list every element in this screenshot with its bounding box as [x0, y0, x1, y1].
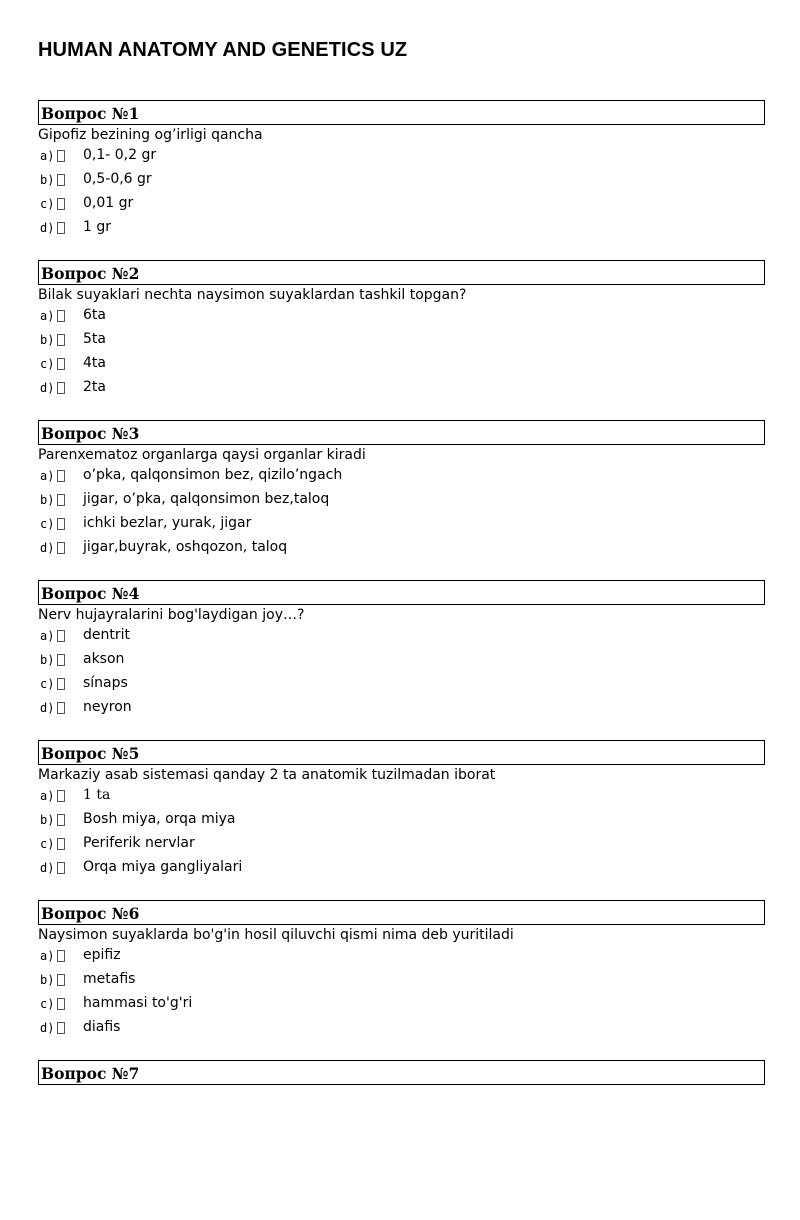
answer-option[interactable] — [38, 857, 765, 881]
answer-option[interactable] — [38, 217, 765, 241]
question-block — [38, 1060, 765, 1220]
checkbox-icon[interactable] — [57, 654, 65, 666]
question-header: Вопрос №7 — [38, 1060, 765, 1085]
question-text: Naysimon suyaklarda bo'g'in hosil qiluvchi qismi nima deb yuritiladi — [38, 927, 514, 943]
answer-text: Periferik nervlar — [83, 835, 195, 851]
answer-text: sínaps — [83, 675, 128, 691]
answer-letter: a) — [40, 149, 55, 163]
checkbox-icon[interactable] — [57, 630, 65, 642]
answer-option[interactable] — [38, 489, 765, 513]
answer-letter: c) — [40, 357, 55, 371]
checkbox-icon[interactable] — [57, 950, 65, 962]
checkbox-icon[interactable] — [57, 494, 65, 506]
question-block — [38, 740, 765, 900]
answer-text: akson — [83, 651, 125, 667]
answer-option[interactable] — [38, 697, 765, 721]
answer-option[interactable] — [38, 649, 765, 673]
answer-text: 2ta — [83, 379, 106, 395]
question-block — [38, 900, 765, 1060]
answer-option[interactable] — [38, 993, 765, 1017]
answer-option[interactable] — [38, 305, 765, 329]
answer-letter: b) — [40, 653, 55, 667]
answer-option[interactable] — [38, 465, 765, 489]
answer-text: ichki bezlar, yurak, jigar — [83, 515, 252, 531]
answer-option[interactable] — [38, 673, 765, 697]
answer-option[interactable] — [38, 1017, 765, 1041]
checkbox-icon[interactable] — [57, 1022, 65, 1034]
answer-letter: a) — [40, 309, 55, 323]
answer-letter: c) — [40, 997, 55, 1011]
answer-text: metafis — [83, 971, 136, 987]
question-text: Markaziy asab sistemasi qanday 2 ta anatomik tuzilmadan iborat — [38, 767, 496, 783]
answer-text: 1 gr — [83, 219, 111, 235]
answer-letter: b) — [40, 813, 55, 827]
question-header: Вопрос №4 — [38, 580, 765, 605]
checkbox-icon[interactable] — [57, 198, 65, 210]
answer-letter: d) — [40, 541, 55, 555]
question-block — [38, 100, 765, 260]
answer-letter: a) — [40, 629, 55, 643]
answer-text: 0,1- 0,2 gr — [83, 147, 157, 163]
checkbox-icon[interactable] — [57, 334, 65, 346]
page-title: HUMAN ANATOMY AND GENETICS UZ — [38, 39, 408, 61]
answer-letter: a) — [40, 789, 55, 803]
question-text: Nerv hujayralarini bog'laydigan joy…? — [38, 607, 305, 623]
question-header: Вопрос №5 — [38, 740, 765, 765]
answer-option[interactable] — [38, 377, 765, 401]
answer-text: diafis — [83, 1019, 121, 1035]
checkbox-icon[interactable] — [57, 702, 65, 714]
answer-text: jigar, o’pka, qalqonsimon bez,taloq — [83, 491, 330, 507]
checkbox-icon[interactable] — [57, 678, 65, 690]
answer-letter: b) — [40, 333, 55, 347]
answer-option[interactable] — [38, 145, 765, 169]
answer-text: Bosh miya, orqa miya — [83, 811, 236, 827]
answer-text: o’pka, qalqonsimon bez, qizilo’ngach — [83, 467, 343, 483]
answer-letter: c) — [40, 677, 55, 691]
answer-letter: d) — [40, 381, 55, 395]
answer-option[interactable] — [38, 969, 765, 993]
answer-option[interactable] — [38, 537, 765, 561]
checkbox-icon[interactable] — [57, 838, 65, 850]
checkbox-icon[interactable] — [57, 174, 65, 186]
checkbox-icon[interactable] — [57, 814, 65, 826]
checkbox-icon[interactable] — [57, 518, 65, 530]
checkbox-icon[interactable] — [57, 382, 65, 394]
answer-option[interactable] — [38, 625, 765, 649]
answer-text: 6ta — [83, 307, 106, 323]
answer-letter: b) — [40, 173, 55, 187]
checkbox-icon[interactable] — [57, 358, 65, 370]
question-block — [38, 580, 765, 740]
answer-option[interactable] — [38, 513, 765, 537]
answer-letter: c) — [40, 517, 55, 531]
checkbox-icon[interactable] — [57, 470, 65, 482]
answer-option[interactable] — [38, 809, 765, 833]
answer-text: Orqa miya gangliyalari — [83, 859, 243, 875]
answer-letter: d) — [40, 701, 55, 715]
answer-letter: b) — [40, 973, 55, 987]
answer-text: 0,01 gr — [83, 195, 134, 211]
checkbox-icon[interactable] — [57, 974, 65, 986]
checkbox-icon[interactable] — [57, 998, 65, 1010]
answer-letter: c) — [40, 837, 55, 851]
answer-text: 4ta — [83, 355, 106, 371]
answer-text: 5ta — [83, 331, 106, 347]
answer-text: neyron — [83, 699, 132, 715]
answer-option[interactable] — [38, 833, 765, 857]
checkbox-icon[interactable] — [57, 310, 65, 322]
answer-text: jigar,buyrak, oshqozon, taloq — [83, 539, 288, 555]
answer-letter: d) — [40, 1021, 55, 1035]
answer-letter: d) — [40, 861, 55, 875]
answer-letter: a) — [40, 949, 55, 963]
answer-text: epifiz — [83, 947, 121, 963]
question-header: Вопрос №2 — [38, 260, 765, 285]
answer-letter: d) — [40, 221, 55, 235]
answer-option[interactable] — [38, 193, 765, 217]
answer-text: 0,5-0,6 gr — [83, 171, 152, 187]
answer-letter: c) — [40, 197, 55, 211]
answer-letter: a) — [40, 469, 55, 483]
checkbox-icon[interactable] — [57, 222, 65, 234]
question-text: Gipofiz bezining og’irligi qancha — [38, 127, 263, 143]
checkbox-icon[interactable] — [57, 150, 65, 162]
question-text: Parenxematoz organlarga qaysi organlar kiradi — [38, 447, 366, 463]
question-header: Вопрос №3 — [38, 420, 765, 445]
checkbox-icon[interactable] — [57, 542, 65, 554]
answer-letter: b) — [40, 493, 55, 507]
question-list — [38, 100, 765, 1220]
question-header: Вопрос №6 — [38, 900, 765, 925]
question-text: Bilak suyaklari nechta naysimon suyaklardan tashkil topgan? — [38, 287, 467, 303]
answer-option[interactable] — [38, 169, 765, 193]
answer-option[interactable] — [38, 353, 765, 377]
question-block — [38, 420, 765, 580]
answer-option[interactable] — [38, 329, 765, 353]
answer-text: hammasi to'g'ri — [83, 995, 193, 1011]
answer-option[interactable] — [38, 785, 765, 809]
question-header: Вопрос №1 — [38, 100, 765, 125]
checkbox-icon[interactable] — [57, 862, 65, 874]
checkbox-icon[interactable] — [57, 790, 65, 802]
answer-option[interactable] — [38, 945, 765, 969]
answer-text: dentrit — [83, 627, 130, 643]
answer-text: 1 ta — [83, 787, 111, 803]
question-block — [38, 260, 765, 420]
